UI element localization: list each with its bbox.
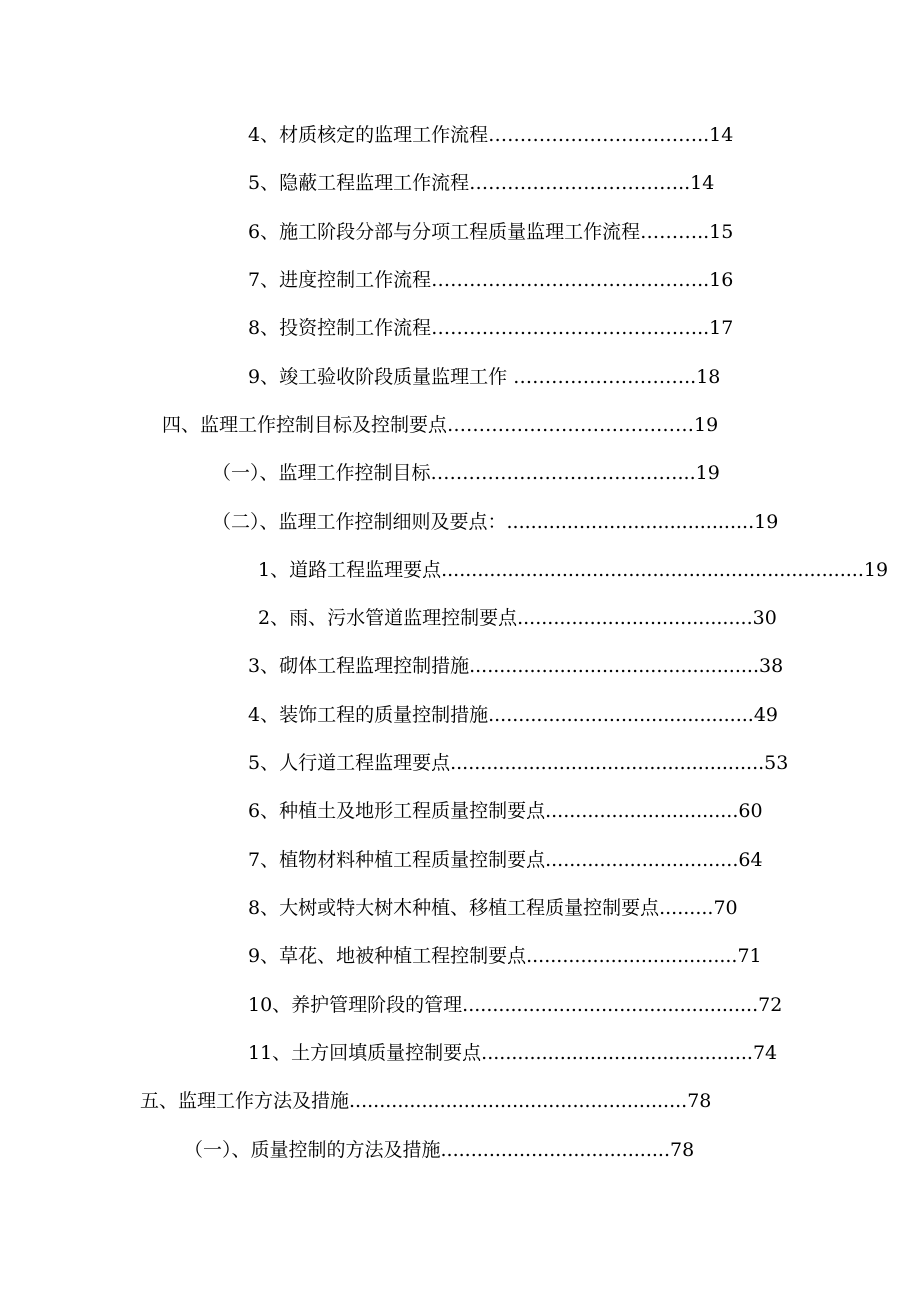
toc-entry-maintenance-stage[interactable] xyxy=(248,990,784,1020)
toc-entry-text: （一）、监理工作控制目标…………………………………...19 xyxy=(212,462,720,484)
toc-entry-text: 10、养护管理阶段的管理.................................................72 xyxy=(248,994,783,1016)
toc-entry-large-trees[interactable] xyxy=(248,893,784,923)
toc-entry-text: 8、投资控制工作流程……………………………………..17 xyxy=(248,317,734,339)
toc-entry-material-verification[interactable] xyxy=(248,120,788,150)
toc-entry-text: 6、施工阶段分部与分项工程质量监理工作流程………..15 xyxy=(248,221,734,243)
toc-entry-text: 1、道路工程监理要点......................................................................19 xyxy=(258,559,889,581)
toc-entry-planting-soil[interactable] xyxy=(248,796,784,826)
toc-entry-road-works[interactable] xyxy=(258,555,889,585)
toc-entry-text: 9、竣工验收阶段质量监理工作 ………………………..18 xyxy=(248,366,721,388)
toc-entry-decoration-works[interactable] xyxy=(248,700,784,730)
toc-entry-plant-materials[interactable] xyxy=(248,845,784,875)
toc-entry-earth-backfill[interactable] xyxy=(248,1038,784,1068)
toc-entry-drainage-pipes[interactable] xyxy=(258,603,790,633)
toc-entry-text: （一）、质量控制的方法及措施......................................78 xyxy=(184,1139,695,1161)
toc-entry-text: 5、人行道工程监理要点....................................................53 xyxy=(248,752,789,774)
toc-entry-text: 3、砌体工程监理控制措施................................................38 xyxy=(248,655,784,677)
toc-entry-text: 7、进度控制工作流程……………………………………..16 xyxy=(248,269,734,291)
toc-entry-quality-methods[interactable] xyxy=(184,1135,784,1165)
toc-entry-text: 5、隐蔽工程监理工作流程……………………………..14 xyxy=(248,172,715,194)
toc-entry-control-objectives[interactable] xyxy=(212,458,774,488)
toc-entry-text: 6、种植土及地形工程质量控制要点................................60 xyxy=(248,800,763,822)
toc-entry-control-rules[interactable] xyxy=(212,507,794,537)
toc-entry-text: 9、草花、地被种植工程控制要点...................................71 xyxy=(248,945,762,967)
toc-entry-construction-stage[interactable] xyxy=(248,217,788,247)
toc-entry-investment-control[interactable] xyxy=(248,313,788,343)
toc-entry-text: 五、监理工作方法及措施........................................................78 xyxy=(140,1090,712,1112)
toc-entry-text: 4、材质核定的监理工作流程……………………………..14 xyxy=(248,124,734,146)
toc-entry-schedule-control[interactable] xyxy=(248,265,788,295)
toc-entry-text: 四、监理工作控制目标及控制要点…………………………………19 xyxy=(162,414,719,436)
toc-entry-text: 7、植物材料种植工程质量控制要点................................64 xyxy=(248,849,763,871)
toc-entry-text: 8、大树或特大树木种植、移植工程质量控制要点.........70 xyxy=(248,897,738,919)
toc-entry-text: （二）、监理工作控制细则及要点：.........................................19 xyxy=(212,511,779,533)
toc-entry-text: 2、雨、污水管道监理控制要点.......................................30 xyxy=(258,607,777,629)
toc-entry-masonry-works[interactable] xyxy=(248,651,784,681)
toc-entry-section-five[interactable] xyxy=(140,1086,784,1116)
toc-entry-text: 4、装饰工程的质量控制措施............................................49 xyxy=(248,704,779,726)
toc-entry-sidewalk-works[interactable] xyxy=(248,748,789,778)
toc-entry-flowers-groundcover[interactable] xyxy=(248,941,784,971)
toc-entry-text: 11、土方回填质量控制要点.............................................74 xyxy=(248,1042,778,1064)
toc-entry-section-four[interactable] xyxy=(162,410,782,440)
toc-entry-concealed-works[interactable] xyxy=(248,168,788,198)
toc-entry-acceptance-stage[interactable] xyxy=(248,362,773,392)
